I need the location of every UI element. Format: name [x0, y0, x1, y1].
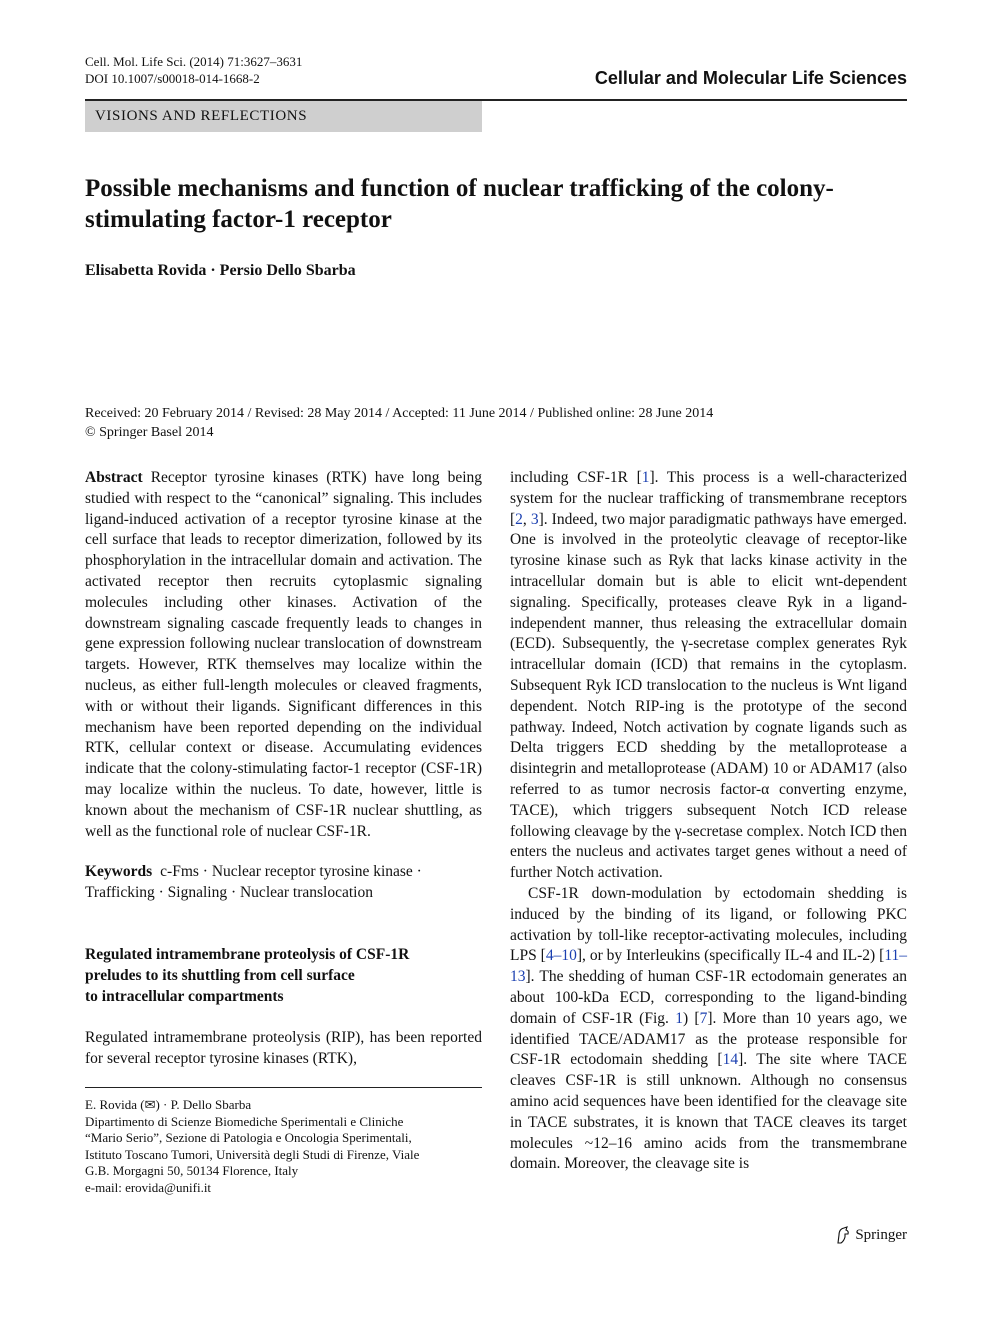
publisher-name: Springer — [855, 1226, 907, 1243]
author-affiliation — [85, 1097, 482, 1197]
keywords-label: Keywords — [85, 863, 153, 881]
footnote-line: G.B. Morgagni 50, 50134 Florence, Italy — [85, 1163, 299, 1179]
publisher-mark — [836, 1226, 907, 1244]
section-heading-line: preludes to its shuttling from cell surface — [85, 966, 355, 984]
article-dates-block — [85, 404, 713, 442]
citation-link[interactable]: 14 — [722, 1051, 739, 1069]
footnote-line: Dipartimento di Scienze Biomediche Sperimentali e Cliniche — [85, 1113, 404, 1129]
author-email[interactable]: e-mail: erovida@unifi.it — [85, 1179, 212, 1195]
citation-link[interactable]: 4–10 — [545, 947, 577, 965]
body-paragraph — [510, 468, 907, 884]
text-run: CSF-1R down-modulation by ectodomain shedding is induced by the binding of its ligand, or following PKC activation by toll-like receptor-activating molecules, including LPS [ — [510, 884, 907, 965]
text-run: , — [522, 510, 531, 528]
citation-block — [85, 53, 302, 87]
citation-link[interactable]: 11–13 — [510, 947, 907, 986]
text-run: ) [ — [682, 1009, 700, 1027]
text-run: ]. The shedding of human CSF-1R ectodomain generates an about 100-kDa ECD, corresponding to the ligand-binding domain of CSF-1R (Fig. — [510, 968, 907, 1027]
abstract-label: Abstract — [85, 469, 143, 486]
section-label: VISIONS AND REFLECTIONS — [95, 108, 308, 124]
citation-link[interactable]: 2 — [515, 510, 523, 528]
keywords — [85, 862, 482, 904]
abstract-text: Receptor tyrosine kinases (RTK) have long being studied with respect to the “canonical” signaling. This includes ligand-induced activation of a receptor tyrosine kinase at the cell surface that leads to receptor dimerization, followed by its phosphorylation in the intracellular domain and activation. The activated receptor then recruits cytoplasmic signaling molecules including other kinases. Activation of the downstream signaling cascade frequently leads to changes in gene expression following nuclear translocation of downstream targets. However, RTK themselves may localize within the nucleus, as either full-length molecules or cleaved fragments, with or without their ligands. Significant differences in this mechanism have been reported depending on the individual RTK, cellular context or disease. Accumulating evidences indicate that the colony-stimulating factor-1 receptor (CSF-1R) may localize within the nucleus. To date, however, little is known about the mechanism of CSF-1R nuclear shuttling, as well as the functional role of nuclear CSF-1R. — [85, 469, 482, 840]
text-run: ]. The site where TACE cleaves CSF-1R is still unknown. Although no consensus amino acid sequences have been identified for the cleavage site in TACE substrates, it is known that TACE cleaves its target molecules ~12–16 amino acids from the transmembrane domain. Moreover, the cleavage site is — [510, 1051, 907, 1173]
left-column — [85, 468, 482, 1070]
body-paragraph — [510, 884, 907, 1175]
section-intro: Regulated intramembrane proteolysis (RIP), has been reported for several receptor tyrosine kinases (RTK), — [85, 1029, 482, 1068]
citation-line: Cell. Mol. Life Sci. (2014) 71:3627–3631 — [85, 54, 303, 69]
keywords-text: c-Fms · Nuclear receptor tyrosine kinase · Trafficking · Signaling · Nuclear translocation — [85, 863, 422, 902]
section-heading-line: to intracellular compartments — [85, 987, 284, 1005]
text-run: including CSF-1R [ — [510, 469, 642, 486]
section-heading-line: Regulated intramembrane proteolysis of CSF-1R — [85, 945, 410, 963]
text-run: ]. More than 10 years ago, we identified TACE/ADAM17 as the protease responsible for CSF-1R ectodomain shedding [ — [510, 1009, 908, 1069]
abstract — [85, 468, 482, 842]
article-title: Possible mechanisms and function of nuclear trafficking of the colony-stimulating factor-1 receptor — [85, 175, 834, 233]
article-authors: Elisabetta Rovida · Persio Dello Sbarba — [85, 262, 356, 279]
right-column — [510, 468, 907, 1175]
footnote-line: Istituto Toscano Tumori, Università degli Studi di Firenze, Viale — [85, 1146, 420, 1162]
text-run: ]. Indeed, two major paradigmatic pathways have emerged. One is involved in the proteolytic cleavage of receptor-like tyrosine kinase such as Ryk that lacks kinase activity in the intracellular domain but is able to elicit wnt-dependent signaling. Specifically, proteases cleave Ryk in a ligand-independent manner, thus releasing the extracellular domain (ECD). Subsequently, the γ-secretase complex generates Ryk intracellular domain (ICD) that remains in the cytoplasm. Subsequent Ryk ICD translocation to the nucleus is Wnt ligand dependent. Notch RIP-ing is the prototype of the second pathway. Indeed, Notch activation by cognate ligands such as Delta triggers ECD shedding by the metalloprotease a disintegrin and metalloprotease (ADAM) 10 or ADAM17 (also referred to as tumor necrosis factor-α converting enzyme, TACE), which triggers subsequent Notch ICD release following cleavage by the γ-secretase complex. Notch ICD then enters the nucleus and activates target genes without a need of further Notch activation. — [510, 510, 907, 882]
text-run: ], or by Interleukins (specifically IL-4 and IL-2) [ — [576, 947, 885, 965]
figure-link[interactable]: 1 — [675, 1009, 683, 1027]
footnote-line: “Mario Serio”, Sezione di Patologia e Oncologia Sperimentali, — [85, 1130, 412, 1146]
footnote-line: E. Rovida (✉) · P. Dello Sbarba — [85, 1097, 252, 1112]
article-dates: Received: 20 February 2014 / Revised: 28 May 2014 / Accepted: 11 June 2014 / Published online: 28 June 2014 — [85, 406, 714, 421]
text-run: ]. This process is a well-characterized system for the nuclear trafficking of transmembrane receptors [ — [510, 469, 907, 528]
footnote-rule — [85, 1087, 482, 1088]
citation-link[interactable]: 3 — [530, 510, 539, 528]
citation-link[interactable]: 7 — [699, 1009, 708, 1027]
section-banner — [85, 101, 482, 132]
section-heading — [85, 945, 482, 1007]
doi-line: DOI 10.1007/s00018-014-1668-2 — [85, 71, 260, 86]
citation-link[interactable]: 1 — [641, 469, 650, 486]
springer-horse-icon — [836, 1226, 850, 1244]
copyright: © Springer Basel 2014 — [85, 425, 214, 440]
journal-name: Cellular and Molecular Life Sciences — [594, 68, 907, 88]
